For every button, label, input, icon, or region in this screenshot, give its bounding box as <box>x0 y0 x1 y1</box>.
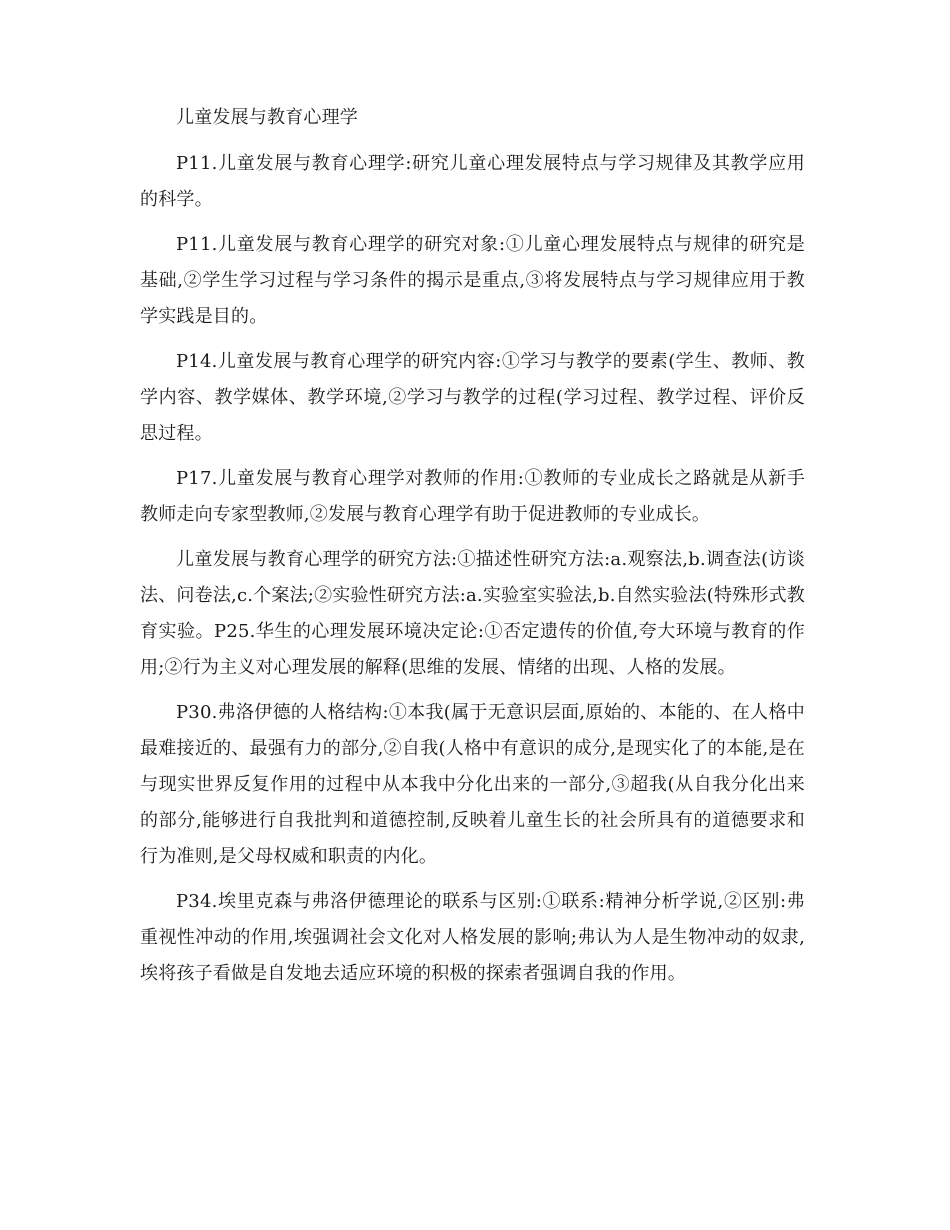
paragraph-research-object: P11.儿童发展与教育心理学的研究对象:①儿童心理发展特点与规律的研究是基础,②学生学习过程与学习条件的揭示是重点,③将发展特点与学习规律应用于教学实践是目的。 <box>140 234 805 327</box>
paragraph-research-methods: 儿童发展与教育心理学的研究方法:①描述性研究方法:a.观察法,b.调查法(访谈法、问卷法,c.个案法;②实验性研究方法:a.实验室实验法,b.自然实验法(特殊形式教育实验。P25.华生的心理发展环境决定论:①否定遗传的价值,夸大环境与教育的作用;②行为主义对心理发展的解释(思维的发展、情绪的出现、人格的发展。 <box>140 549 805 678</box>
paragraph-erikson-freud: P34.埃里克森与弗洛伊德理论的联系与区别:①联系:精神分析学说,②区别:弗重视性冲动的作用,埃强调社会文化对人格发展的影响;弗认为人是生物冲动的奴隶,埃将孩子看做是自发地去适应环境的积极的探索者强调自我的作用。 <box>140 891 805 984</box>
document-page <box>140 100 805 1001</box>
document-title: 儿童发展与教育心理学 <box>176 107 358 128</box>
paragraph-definition: P11.儿童发展与教育心理学:研究儿童心理发展特点与学习规律及其教学应用的科学。 <box>140 153 805 210</box>
paragraph-freud-personality: P30.弗洛伊德的人格结构:①本我(属于无意识层面,原始的、本能的、在人格中最难接近的、最强有力的部分,②自我(人格中有意识的成分,是现实化了的本能,是在与现实世界反复作用的过程中从本我中分化出来的一部分,③超我(从自我分化出来的部分,能够进行自我批判和道德控制,反映着儿童生长的社会所具有的道德要求和行为准则,是父母权威和职责的内化。 <box>140 702 805 867</box>
paragraph-teacher-role: P17.儿童发展与教育心理学对教师的作用:①教师的专业成长之路就是从新手教师走向专家型教师,②发展与教育心理学有助于促进教师的专业成长。 <box>140 468 805 525</box>
paragraph-research-content: P14.儿童发展与教育心理学的研究内容:①学习与教学的要素(学生、教师、教学内容、教学媒体、教学环境,②学习与教学的过程(学习过程、教学过程、评价反思过程。 <box>140 351 805 444</box>
